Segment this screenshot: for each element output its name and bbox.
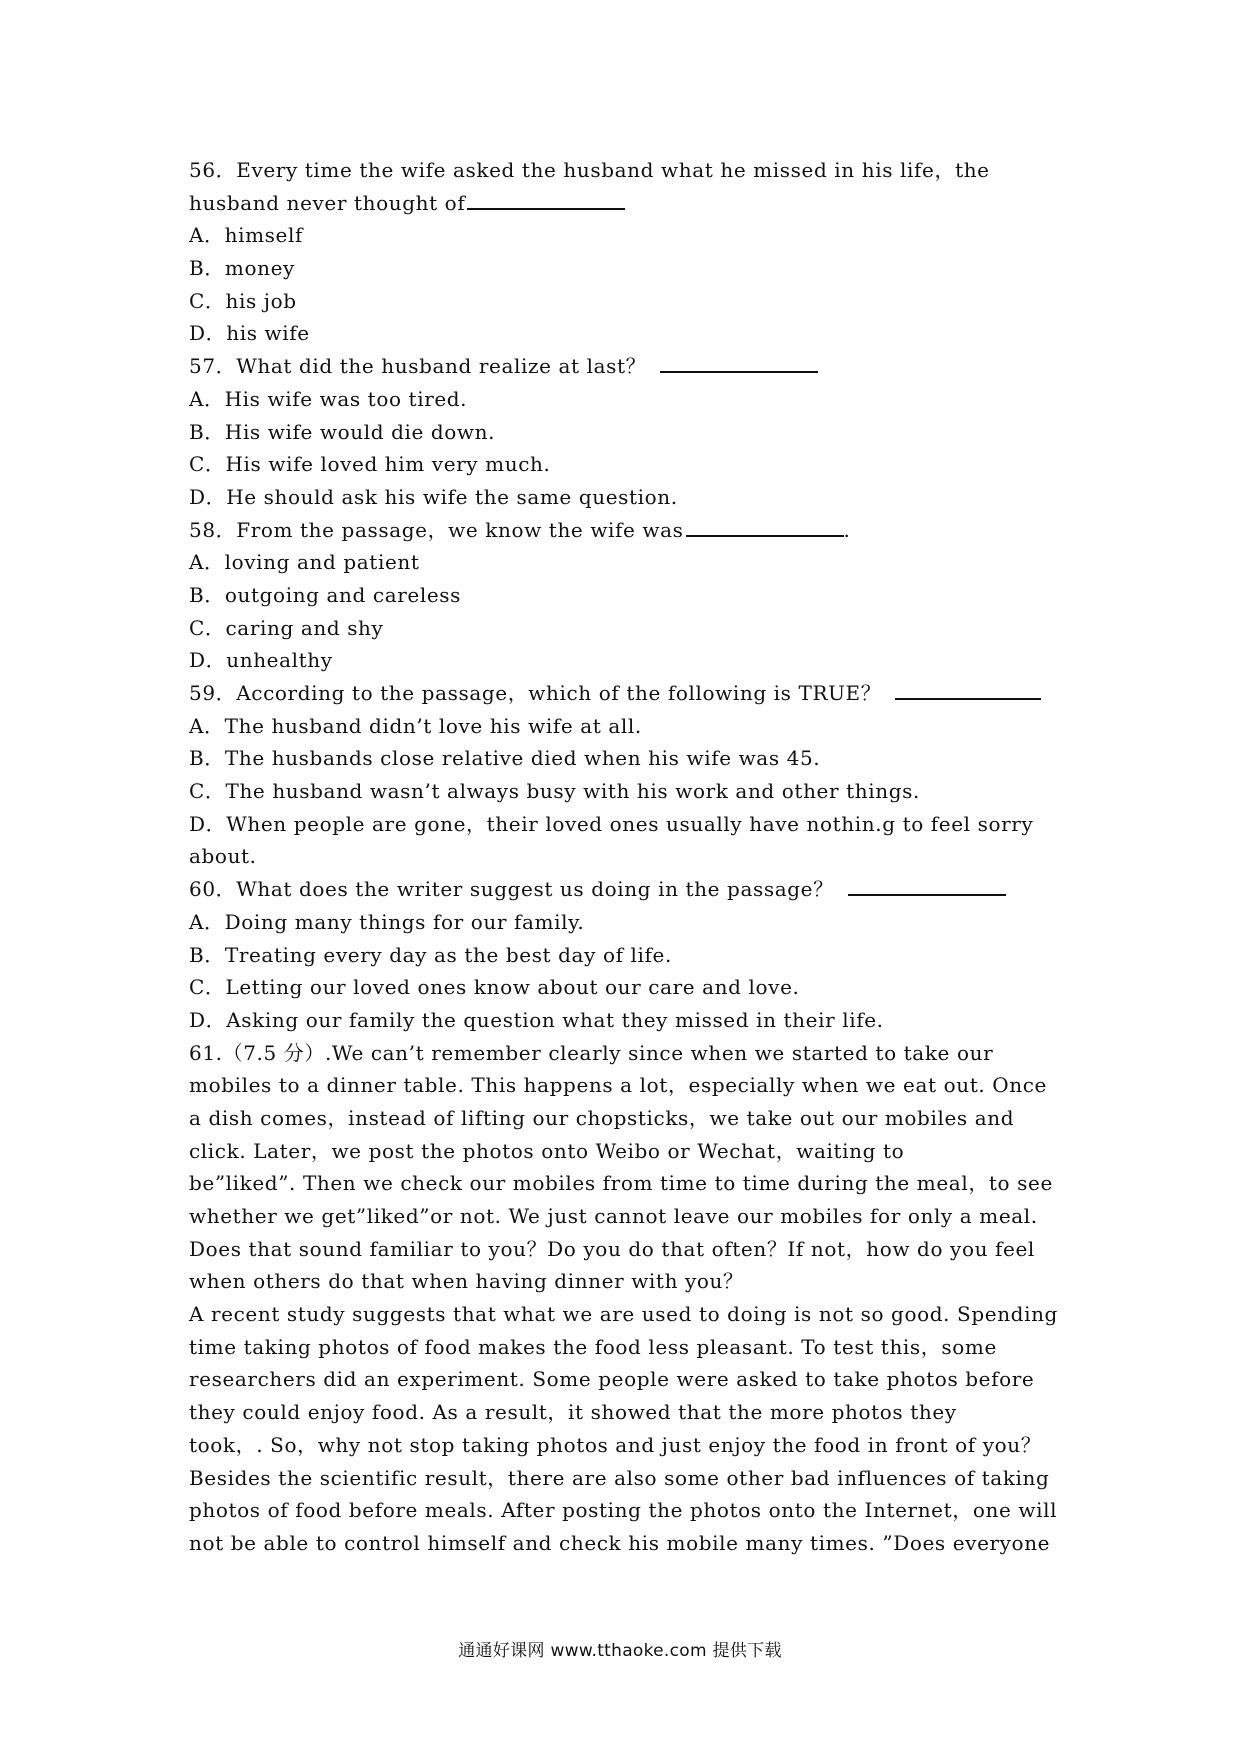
q59-option-c: C．The husband wasn’t always busy with his work and other things. <box>189 779 920 804</box>
passage-line: they could enjoy food. As a result，it showed that the more photos they <box>189 1400 957 1425</box>
q59-stem-text: 59．According to the passage，which of the following is TRUE？ <box>189 681 882 705</box>
passage-line: 61.（7.5 分）.We can’t remember clearly since when we started to take our <box>189 1040 994 1065</box>
q60-option-b: B．Treating every day as the best day of life. <box>189 942 672 967</box>
q58-option-a: A．loving and patient <box>189 550 420 575</box>
q60-option-c: C．Letting our loved ones know about our care and love. <box>189 975 800 1000</box>
passage-line: mobiles to a dinner table. This happens a lot，especially when we eat out. Once <box>189 1073 1047 1098</box>
worksheet-page <box>189 154 1059 1560</box>
q60-stem <box>189 873 1059 906</box>
passage-line: be”liked”. Then we check our mobiles from time to time during the meal，to see <box>189 1171 1053 1196</box>
q57-option-d: D．He should ask his wife the same question. <box>189 484 678 509</box>
passage-line: photos of food before meals. After posting the photos onto the Internet，one will <box>189 1498 1058 1523</box>
q56-stem-line2 <box>189 187 1059 220</box>
q58-option-d: D．unhealthy <box>189 648 333 673</box>
q57-stem <box>189 350 1059 383</box>
passage-line: Does that sound familiar to you？Do you do that often？If not，how do you feel <box>189 1236 1035 1261</box>
q59-option-a: A．The husband didn’t love his wife at all. <box>189 713 642 738</box>
passage-line: when others do that when having dinner with you？ <box>189 1269 744 1294</box>
q60-stem-text: 60．What does the writer suggest us doing in the passage？ <box>189 877 834 902</box>
q57-option-c: C．His wife loved him very much. <box>189 452 551 477</box>
q58-option-c: C．caring and shy <box>189 615 384 640</box>
passage-line: click. Later，we post the photos onto Weibo or Wechat，waiting to <box>189 1138 905 1163</box>
passage-line: researchers did an experiment. Some people were asked to take photos before <box>189 1367 1035 1392</box>
q58-option-b: B．outgoing and careless <box>189 582 461 607</box>
passage-line: time taking photos of food makes the food less pleasant. To test this，some <box>189 1334 997 1359</box>
passage-line: whether we get”liked”or not. We just cannot leave our mobiles for only a meal. <box>189 1204 1038 1228</box>
q56-option-b: B．money <box>189 256 295 281</box>
passage-61 <box>189 1037 1059 1560</box>
q56-option-c: C．his job <box>189 288 297 313</box>
q56-answer-blank <box>467 190 625 210</box>
q58-answer-blank <box>686 517 844 537</box>
q60-option-d: D．Asking our family the question what they missed in their life. <box>189 1007 884 1032</box>
q59-option-d: D．When people are gone，their loved ones usually have nothin.g to feel sorry <box>189 811 1034 836</box>
passage-line: a dish comes，instead of lifting our chopsticks，we take out our mobiles and <box>189 1105 1015 1130</box>
passage-line: took，. So，why not stop taking photos and just enjoy the food in front of you？ <box>189 1432 1042 1457</box>
page-footer: 通通好课网 www.tthaoke.com 提供下载 <box>458 1641 782 1661</box>
q56-stem-line1: 56．Every time the wife asked the husband what he missed in his life，the <box>189 158 990 182</box>
q60-option-a: A．Doing many things for our family. <box>189 909 585 934</box>
q59-option-b: B．The husbands close relative died when his wife was 45. <box>189 746 821 771</box>
passage-line: not be able to control himself and check his mobile many times. ”Does everyone <box>189 1530 1051 1555</box>
q56-option-d: D．his wife <box>189 321 310 346</box>
q58-stem <box>189 514 1059 547</box>
q58-stem-end: . <box>843 517 851 542</box>
q59-answer-blank <box>895 680 1041 700</box>
q57-stem-text: 57．What did the husband realize at last？ <box>189 354 647 379</box>
passage-line: A recent study suggests that what we are used to doing is not so good. Spending <box>189 1302 1058 1327</box>
q58-stem-text: 58．From the passage，we know the wife was <box>189 517 684 542</box>
q60-answer-blank <box>848 876 1006 896</box>
q57-option-a: A．His wife was too tired. <box>189 386 468 411</box>
q59-option-d-continued: about. <box>189 844 257 869</box>
q59-stem <box>189 677 1059 710</box>
passage-line: Besides the scientific result，there are also some other bad influences of taking <box>189 1465 1050 1490</box>
q56-option-a: A．himself <box>189 223 303 248</box>
q57-option-b: B．His wife would die down. <box>189 419 496 444</box>
q56-stem-text: husband never thought of <box>189 190 466 215</box>
q57-answer-blank <box>660 353 818 373</box>
